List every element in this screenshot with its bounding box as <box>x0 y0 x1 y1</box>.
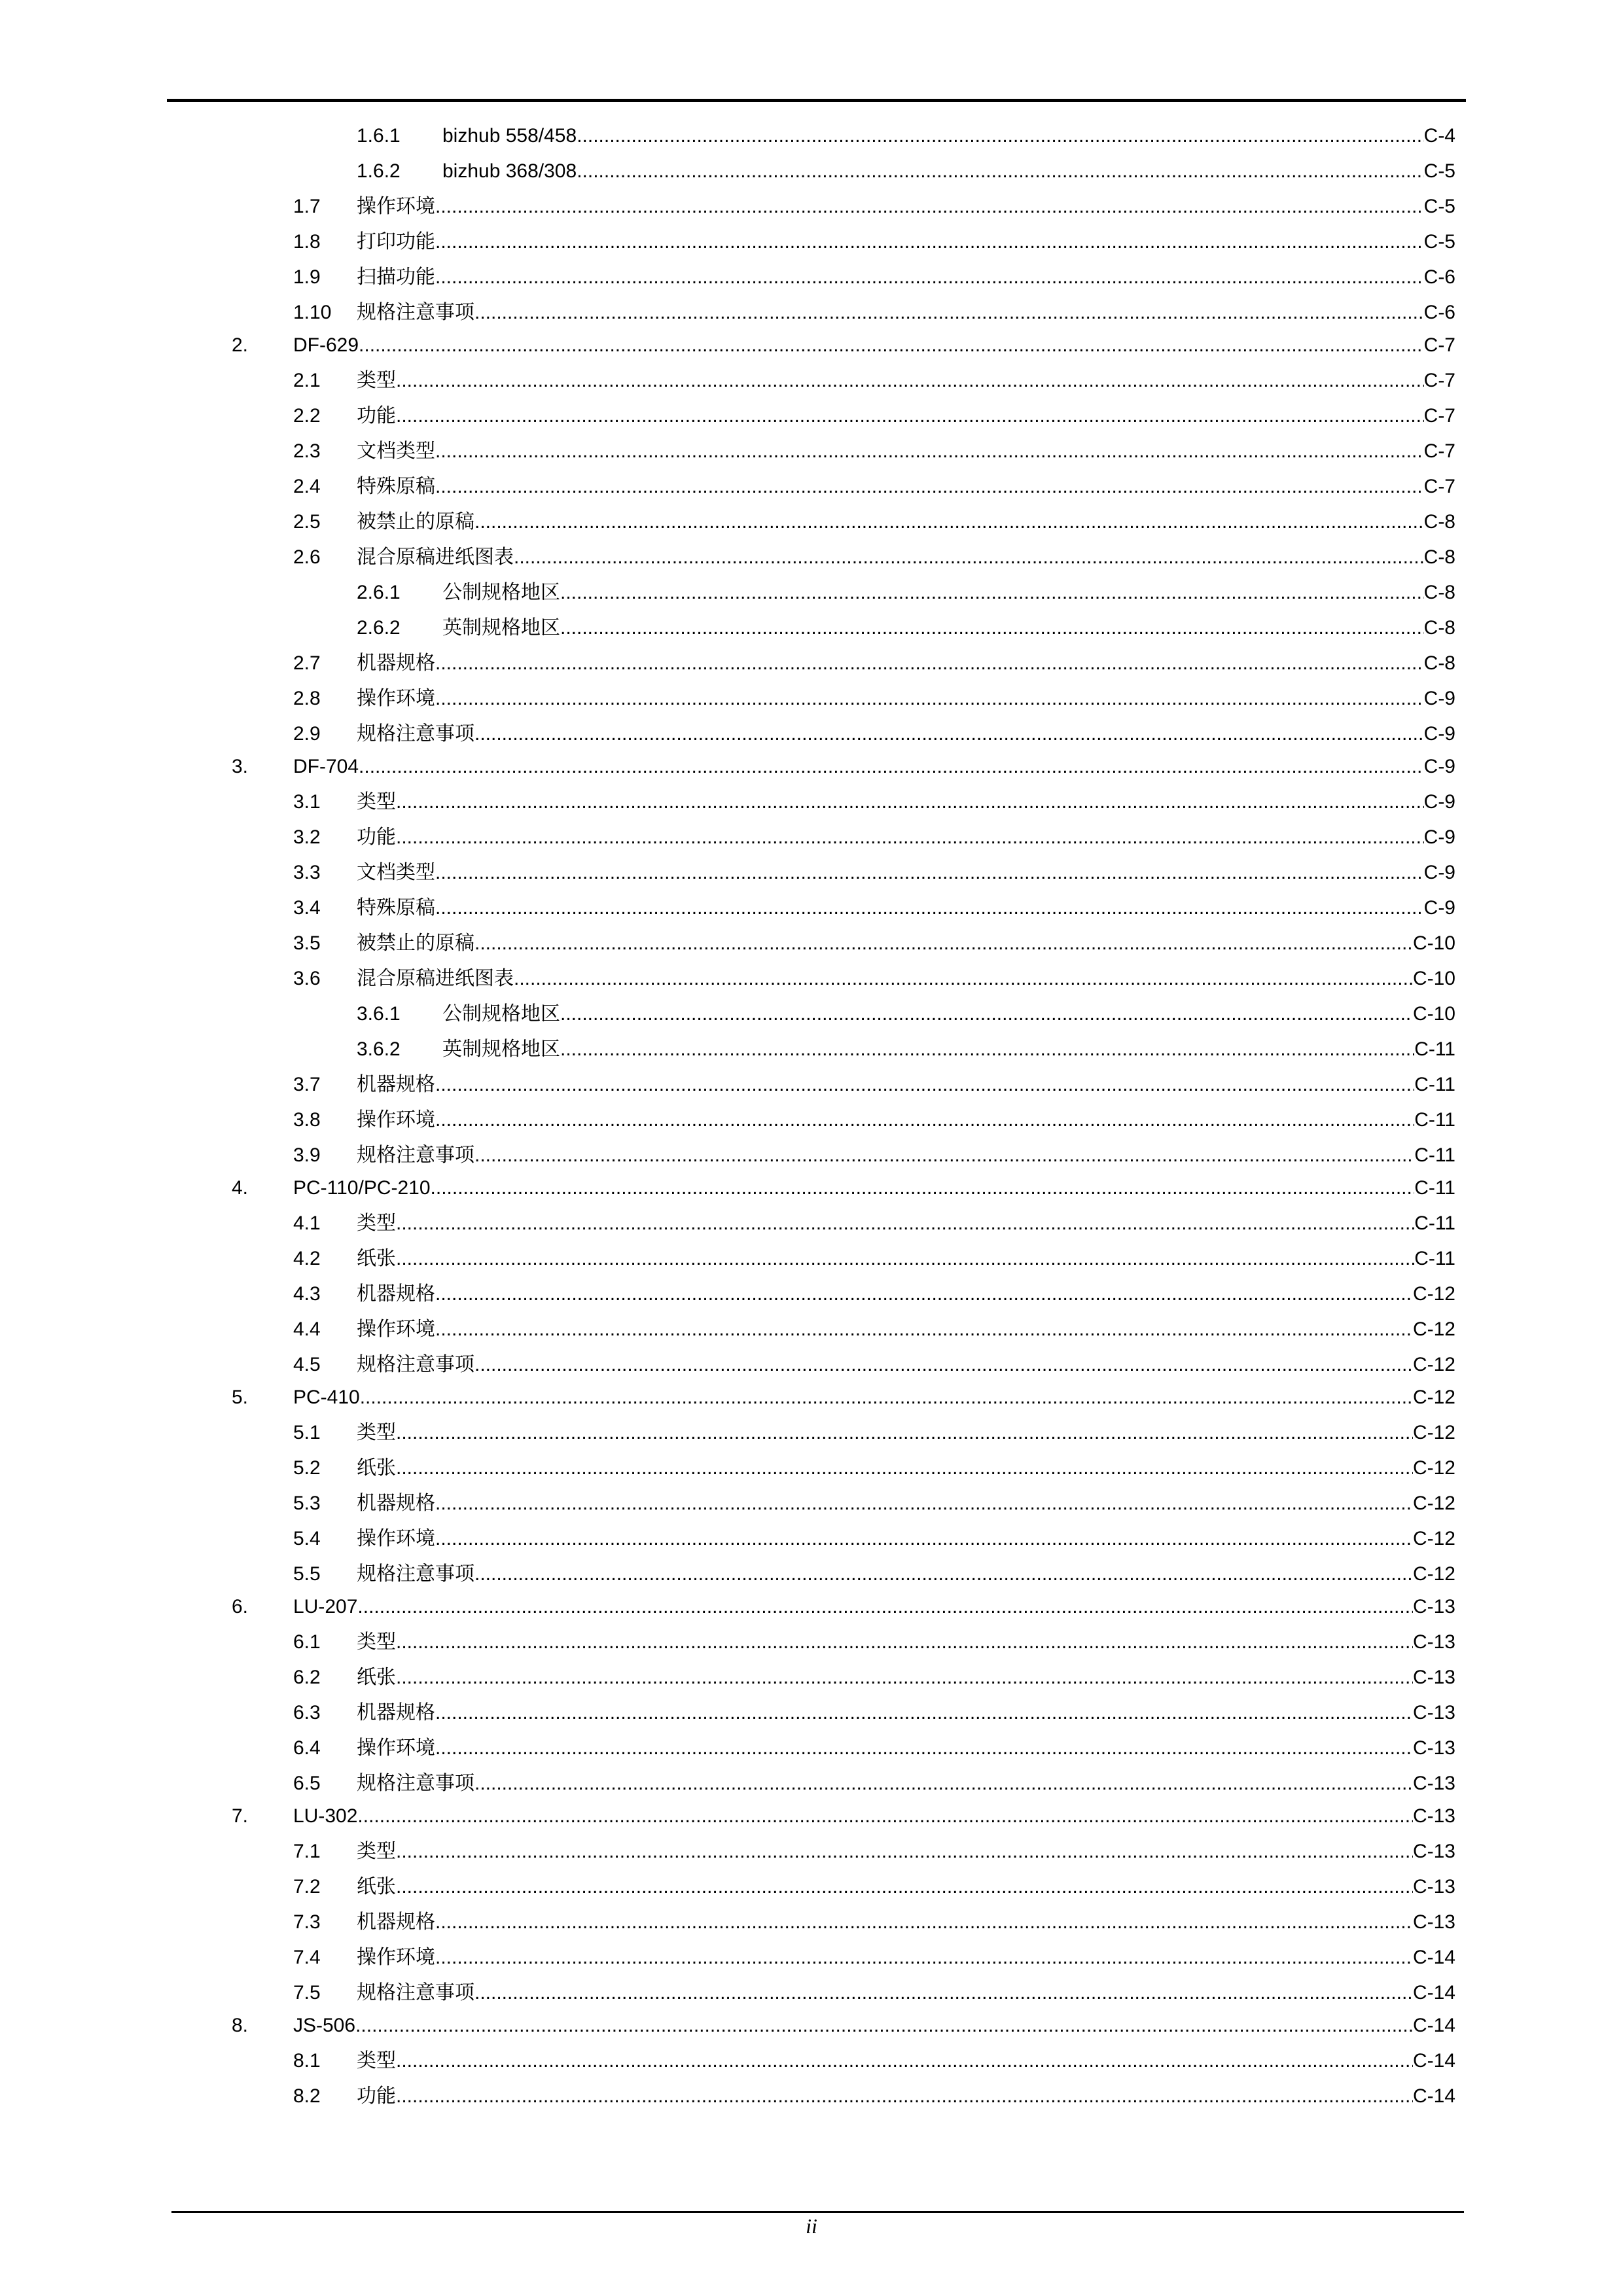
toc-entry-page: C-13 <box>1412 1876 1455 1898</box>
toc-entry[interactable] <box>293 1946 1455 1969</box>
toc-entry[interactable] <box>357 1038 1455 1061</box>
toc-dot-leader <box>431 1176 1415 1200</box>
toc-entry[interactable] <box>232 1805 1455 1828</box>
toc-entry-page: C-12 <box>1412 1354 1455 1375</box>
toc-entry-number: 3.8 <box>293 1109 321 1131</box>
toc-entry-title: 操作环境 <box>357 1318 435 1340</box>
toc-entry-title: 类型 <box>357 1841 396 1862</box>
toc-entry-number: 2.6.1 <box>357 582 401 603</box>
toc-entry-title: 公制规格地区 <box>442 1003 560 1025</box>
toc-entry-page: C-13 <box>1412 1841 1455 1862</box>
toc-entry-number: 4.4 <box>293 1318 321 1340</box>
toc-entry-page: C-7 <box>1423 476 1455 497</box>
toc-entry-page: C-13 <box>1412 1631 1455 1653</box>
toc-entry-page: C-8 <box>1423 546 1455 568</box>
toc-entry-page: C-13 <box>1412 1773 1455 1794</box>
toc-entry-page: C-8 <box>1423 511 1455 533</box>
toc-entry-title: 纸张 <box>357 1876 396 1898</box>
toc-entry-title: LU-302 <box>293 1805 358 1827</box>
toc-dot-leader <box>435 896 1424 920</box>
toc-dot-leader <box>359 334 1424 357</box>
toc-entry-number: 8.2 <box>293 2085 321 2107</box>
toc-dot-leader <box>435 1737 1413 1760</box>
toc-dot-leader <box>396 1421 1413 1445</box>
toc-entry-title: 扫描功能 <box>357 266 435 288</box>
toc-entry-number: 3.6.2 <box>357 1038 401 1060</box>
toc-dot-leader <box>355 2014 1413 2038</box>
toc-entry[interactable] <box>293 1563 1455 1586</box>
toc-dot-leader <box>357 1595 1413 1619</box>
toc-entry-title: 操作环境 <box>357 688 435 709</box>
toc-entry-page: C-9 <box>1423 723 1455 745</box>
toc-entry-title: 文档类型 <box>357 862 435 883</box>
toc-entry[interactable] <box>357 160 1455 183</box>
page-number: ii <box>806 2214 817 2238</box>
toc-entry-title: PC-110/PC-210 <box>293 1177 431 1199</box>
toc-entry-number: 2.3 <box>293 440 321 462</box>
toc-dot-leader <box>435 1527 1413 1551</box>
toc-entry-title: 规格注意事项 <box>357 302 474 323</box>
toc-entry-page: C-13 <box>1412 1911 1455 1933</box>
toc-entry[interactable] <box>293 1457 1455 1480</box>
toc-entry[interactable] <box>293 1737 1455 1760</box>
toc-entry[interactable] <box>232 1386 1455 1409</box>
toc-dot-leader <box>359 755 1424 779</box>
toc-entry-number: 6.5 <box>293 1773 321 1794</box>
toc-entry[interactable] <box>293 1701 1455 1725</box>
toc-entry[interactable] <box>293 1666 1455 1689</box>
toc-dot-leader <box>435 1108 1414 1132</box>
toc-entry-number: 6.3 <box>293 1702 321 1723</box>
toc-entry-page: C-5 <box>1423 231 1455 253</box>
toc-entry[interactable] <box>293 440 1455 463</box>
toc-entry-title: 文档类型 <box>357 440 435 462</box>
toc-entry-number: 8. <box>232 2015 249 2036</box>
toc-entry-number: 2.6.2 <box>357 617 401 639</box>
toc-entry[interactable] <box>293 475 1455 499</box>
toc-entry-title: JS-506 <box>293 2015 356 2036</box>
toc-entry-number: 3.4 <box>293 897 321 919</box>
toc-dot-leader <box>435 652 1424 675</box>
toc-entry-title: 类型 <box>357 1212 396 1234</box>
toc-dot-leader <box>474 722 1424 746</box>
toc-entry-page: C-9 <box>1423 862 1455 883</box>
toc-dot-leader <box>396 2049 1413 2073</box>
toc-entry-title: 纸张 <box>357 1248 396 1269</box>
toc-entry[interactable] <box>293 1212 1455 1235</box>
toc-entry[interactable] <box>293 301 1455 325</box>
toc-entry-number: 1.10 <box>293 302 332 323</box>
toc-entry-number: 1.6.2 <box>357 160 401 182</box>
toc-dot-leader <box>396 1875 1413 1899</box>
toc-entry-title: 英制规格地区 <box>442 1038 560 1060</box>
toc-entry[interactable] <box>357 124 1455 148</box>
toc-entry-page: C-14 <box>1412 2085 1455 2107</box>
toc-dot-leader <box>396 2085 1413 2108</box>
toc-entry-page: C-12 <box>1412 1528 1455 1549</box>
toc-entry-title: 类型 <box>357 791 396 813</box>
toc-entry-page: C-12 <box>1412 1422 1455 1443</box>
toc-entry-page: C-14 <box>1412 1982 1455 2004</box>
toc-entry-number: 5.4 <box>293 1528 321 1549</box>
toc-entry-title: 机器规格 <box>357 652 435 674</box>
toc-entry-number: 6.2 <box>293 1667 321 1688</box>
toc-entry-page: C-11 <box>1414 1177 1455 1199</box>
toc-dot-leader <box>474 510 1424 534</box>
toc-entry[interactable] <box>293 652 1455 675</box>
toc-entry-number: 7.1 <box>293 1841 321 1862</box>
toc-entry-number: 5.3 <box>293 1492 321 1514</box>
toc-dot-leader <box>435 687 1424 711</box>
toc-entry-page: C-12 <box>1412 1563 1455 1585</box>
toc-entry-number: 1.6.1 <box>357 125 401 147</box>
toc-entry-number: 4.3 <box>293 1283 321 1305</box>
toc-entry[interactable] <box>293 1631 1455 1654</box>
toc-entry-page: C-9 <box>1423 791 1455 813</box>
toc-entry[interactable] <box>293 266 1455 289</box>
toc-entry-title: LU-207 <box>293 1596 358 1617</box>
toc-entry-number: 2.1 <box>293 370 321 391</box>
toc-entry-page: C-11 <box>1414 1038 1455 1060</box>
toc-dot-leader <box>577 124 1423 148</box>
toc-entry-title: bizhub 368/308 <box>442 160 577 182</box>
toc-entry-page: C-8 <box>1423 652 1455 674</box>
toc-entry-page: C-5 <box>1423 196 1455 217</box>
toc-entry-page: C-11 <box>1414 1212 1455 1234</box>
toc-entry-number: 2.6 <box>293 546 321 568</box>
toc-entry-title: 纸张 <box>357 1667 396 1688</box>
toc-entry-page: C-13 <box>1412 1737 1455 1759</box>
toc-entry-title: 特殊原稿 <box>357 897 435 919</box>
toc-entry-page: C-13 <box>1412 1702 1455 1723</box>
toc-entry-number: 3.3 <box>293 862 321 883</box>
toc-entry-title: 类型 <box>357 370 396 391</box>
toc-dot-leader <box>474 932 1413 955</box>
toc-entry-number: 3.5 <box>293 932 321 954</box>
toc-entry-number: 3.2 <box>293 826 321 848</box>
toc-dot-leader <box>396 1666 1413 1689</box>
toc-entry-page: C-14 <box>1412 2015 1455 2036</box>
toc-dot-leader <box>435 1073 1414 1097</box>
toc-entry[interactable] <box>293 1353 1455 1377</box>
toc-dot-leader <box>474 301 1424 325</box>
toc-entry[interactable] <box>293 1421 1455 1445</box>
toc-entry-title: 公制规格地区 <box>442 582 560 603</box>
toc-entry-page: C-11 <box>1414 1144 1455 1166</box>
toc-entry[interactable] <box>293 1840 1455 1863</box>
toc-dot-leader <box>396 826 1424 849</box>
toc-entry-number: 2.9 <box>293 723 321 745</box>
toc-dot-leader <box>435 266 1424 289</box>
toc-entry-title: 被禁止的原稿 <box>357 932 474 954</box>
toc-entry-number: 8.1 <box>293 2050 321 2072</box>
toc-dot-leader <box>435 861 1424 885</box>
toc-entry[interactable] <box>293 1318 1455 1341</box>
toc-dot-leader <box>435 230 1424 254</box>
toc-entry-number: 3.9 <box>293 1144 321 1166</box>
toc-dot-leader <box>474 1353 1413 1377</box>
toc-entry-page: C-5 <box>1423 160 1455 182</box>
toc-dot-leader <box>360 1386 1413 1409</box>
toc-entry[interactable] <box>357 616 1455 640</box>
toc-dot-leader <box>396 1840 1413 1863</box>
toc-entry-title: 操作环境 <box>357 196 435 217</box>
toc-dot-leader <box>357 1805 1413 1828</box>
toc-entry-title: 类型 <box>357 1422 396 1443</box>
toc-dot-leader <box>474 1563 1413 1586</box>
toc-entry-number: 2.4 <box>293 476 321 497</box>
toc-entry[interactable] <box>293 790 1455 814</box>
toc-entry[interactable] <box>357 581 1455 605</box>
toc-entry-number: 3.6 <box>293 968 321 989</box>
toc-entry-page: C-8 <box>1423 617 1455 639</box>
toc-entry-title: 英制规格地区 <box>442 617 560 639</box>
toc-entry-number: 2.8 <box>293 688 321 709</box>
toc-dot-leader <box>435 475 1424 499</box>
toc-entry[interactable] <box>293 1282 1455 1306</box>
toc-entry-page: C-11 <box>1414 1109 1455 1131</box>
toc-entry-page: C-13 <box>1412 1667 1455 1688</box>
toc-entry-title: 规格注意事项 <box>357 1773 474 1794</box>
toc-entry-title: 规格注意事项 <box>357 1354 474 1375</box>
toc-dot-leader <box>560 1002 1413 1026</box>
toc-dot-leader <box>435 1282 1413 1306</box>
toc-entry-page: C-12 <box>1412 1386 1455 1408</box>
toc-entry-number: 4.2 <box>293 1248 321 1269</box>
toc-entry-number: 5.1 <box>293 1422 321 1443</box>
toc-entry-title: 规格注意事项 <box>357 1982 474 2004</box>
toc-dot-leader <box>474 1144 1414 1167</box>
toc-dot-leader <box>435 1911 1413 1934</box>
toc-entry-title: bizhub 558/458 <box>442 125 577 147</box>
toc-entry-number: 1.9 <box>293 266 321 288</box>
toc-entry-title: 纸张 <box>357 1457 396 1479</box>
toc-entry-page: C-10 <box>1412 1003 1455 1025</box>
toc-entry-number: 3.6.1 <box>357 1003 401 1025</box>
toc-entry[interactable] <box>293 1981 1455 2005</box>
toc-entry-title: 功能 <box>357 405 396 427</box>
toc-dot-leader <box>396 790 1424 814</box>
toc-entry-page: C-12 <box>1412 1318 1455 1340</box>
toc-entry[interactable] <box>293 1911 1455 1934</box>
toc-entry-page: C-10 <box>1412 968 1455 989</box>
toc-entry-title: DF-704 <box>293 756 359 777</box>
toc-entry-page: C-9 <box>1423 756 1455 777</box>
toc-entry-page: C-7 <box>1423 334 1455 356</box>
toc-dot-leader <box>435 440 1424 463</box>
toc-entry-title: 混合原稿进纸图表 <box>357 546 514 568</box>
toc-dot-leader <box>396 1247 1414 1271</box>
toc-entry[interactable] <box>357 1002 1455 1026</box>
toc-entry-page: C-6 <box>1423 302 1455 323</box>
toc-entry-title: 混合原稿进纸图表 <box>357 968 514 989</box>
toc-entry-title: 类型 <box>357 2050 396 2072</box>
toc-dot-leader <box>396 369 1424 393</box>
toc-entry[interactable] <box>293 722 1455 746</box>
toc-entry[interactable] <box>293 195 1455 219</box>
toc-entry-title: 操作环境 <box>357 1947 435 1968</box>
toc-entry-number: 5. <box>232 1386 249 1408</box>
toc-entry-page: C-6 <box>1423 266 1455 288</box>
toc-entry[interactable] <box>293 896 1455 920</box>
toc-entry[interactable] <box>232 1176 1455 1200</box>
toc-entry-number: 2.7 <box>293 652 321 674</box>
toc-dot-leader <box>435 1318 1413 1341</box>
toc-entry[interactable] <box>293 1073 1455 1097</box>
toc-entry-page: C-13 <box>1412 1805 1455 1827</box>
toc-entry-page: C-11 <box>1414 1074 1455 1095</box>
toc-entry-page: C-7 <box>1423 440 1455 462</box>
toc-dot-leader <box>396 1631 1413 1654</box>
toc-entry-page: C-8 <box>1423 582 1455 603</box>
toc-entry-title: 功能 <box>357 2085 396 2107</box>
toc-entry-page: C-9 <box>1423 826 1455 848</box>
toc-entry-title: 类型 <box>357 1631 396 1653</box>
toc-dot-leader <box>560 1038 1414 1061</box>
toc-entry-number: 7.3 <box>293 1911 321 1933</box>
toc-entry-number: 4.1 <box>293 1212 321 1234</box>
toc-entry-number: 6. <box>232 1596 249 1617</box>
toc-entry-title: 操作环境 <box>357 1737 435 1759</box>
toc-entry[interactable] <box>293 546 1455 569</box>
toc-entry-title: 操作环境 <box>357 1109 435 1131</box>
toc-entry-title: 特殊原稿 <box>357 476 435 497</box>
toc-entry[interactable] <box>293 510 1455 534</box>
toc-entry[interactable] <box>293 1108 1455 1132</box>
toc-entry[interactable] <box>293 1492 1455 1515</box>
toc-dot-leader <box>396 1457 1413 1480</box>
toc-entry[interactable] <box>232 755 1455 779</box>
toc-entry-number: 6.1 <box>293 1631 321 1653</box>
toc-entry-title: 被禁止的原稿 <box>357 511 474 533</box>
toc-entry-number: 1.7 <box>293 196 321 217</box>
toc-entry-number: 6.4 <box>293 1737 321 1759</box>
toc-entry-number: 3.1 <box>293 791 321 813</box>
toc-entry[interactable] <box>293 1772 1455 1795</box>
toc-entry-page: C-14 <box>1412 2050 1455 2072</box>
toc-entry[interactable] <box>293 932 1455 955</box>
toc-entry[interactable] <box>232 1595 1455 1619</box>
toc-entry[interactable] <box>293 826 1455 849</box>
toc-entry-page: C-7 <box>1423 370 1455 391</box>
toc-entry-number: 3.7 <box>293 1074 321 1095</box>
toc-entry-title: 机器规格 <box>357 1911 435 1933</box>
toc-entry-number: 2.5 <box>293 511 321 533</box>
toc-entry[interactable] <box>293 1144 1455 1167</box>
toc-entry-title: 打印功能 <box>357 231 435 253</box>
toc-dot-leader <box>396 1212 1414 1235</box>
toc-dot-leader <box>435 1701 1413 1725</box>
toc-entry[interactable] <box>293 2085 1455 2108</box>
toc-entry-number: 2. <box>232 334 249 356</box>
toc-dot-leader <box>435 1946 1413 1969</box>
toc-entry[interactable] <box>232 334 1455 357</box>
toc-entry-page: C-10 <box>1412 932 1455 954</box>
toc-entry[interactable] <box>293 687 1455 711</box>
toc-entry-title: 操作环境 <box>357 1528 435 1549</box>
toc-entry-page: C-12 <box>1412 1492 1455 1514</box>
toc-entry-title: PC-410 <box>293 1386 360 1408</box>
toc-entry[interactable] <box>232 2014 1455 2038</box>
toc-entry-page: C-14 <box>1412 1947 1455 1968</box>
toc-entry[interactable] <box>293 2049 1455 2073</box>
toc-entry-page: C-7 <box>1423 405 1455 427</box>
toc-entry-number: 7.5 <box>293 1982 321 2004</box>
toc-entry-title: 机器规格 <box>357 1074 435 1095</box>
toc-entry-title: 机器规格 <box>357 1702 435 1723</box>
toc-dot-leader <box>474 1772 1413 1795</box>
toc-entry-title: 规格注意事项 <box>357 1144 474 1166</box>
toc-entry-title: 规格注意事项 <box>357 723 474 745</box>
toc-dot-leader <box>577 160 1423 183</box>
toc-entry-number: 3. <box>232 756 249 777</box>
toc-entry[interactable] <box>293 861 1455 885</box>
toc-entry-number: 5.5 <box>293 1563 321 1585</box>
toc-entry-page: C-4 <box>1423 125 1455 147</box>
toc-entry-page: C-12 <box>1412 1283 1455 1305</box>
toc-dot-leader <box>396 404 1424 428</box>
toc-entry[interactable] <box>293 404 1455 428</box>
toc-entry-number: 1.8 <box>293 231 321 253</box>
toc-dot-leader <box>514 546 1424 569</box>
toc-entry-title: 机器规格 <box>357 1283 435 1305</box>
toc-entry-title: 机器规格 <box>357 1492 435 1514</box>
toc-dot-leader <box>435 195 1424 219</box>
toc-entry-title: DF-629 <box>293 334 359 356</box>
toc-entry-page: C-12 <box>1412 1457 1455 1479</box>
toc-entry-number: 7.2 <box>293 1876 321 1898</box>
toc-entry[interactable] <box>293 1875 1455 1899</box>
toc-entry-title: 规格注意事项 <box>357 1563 474 1585</box>
toc-entry-title: 功能 <box>357 826 396 848</box>
toc-entry[interactable] <box>293 369 1455 393</box>
toc-entry-number: 7. <box>232 1805 249 1827</box>
toc-entry-number: 7.4 <box>293 1947 321 1968</box>
toc-dot-leader <box>435 1492 1413 1515</box>
toc-entry-number: 4.5 <box>293 1354 321 1375</box>
toc-entry[interactable] <box>293 967 1455 991</box>
toc-dot-leader <box>474 1981 1413 2005</box>
toc-entry-number: 4. <box>232 1177 249 1199</box>
toc-entry[interactable] <box>293 230 1455 254</box>
toc-entry-number: 2.2 <box>293 405 321 427</box>
toc-dot-leader <box>560 616 1424 640</box>
toc-entry[interactable] <box>293 1527 1455 1551</box>
toc-entry-page: C-9 <box>1423 688 1455 709</box>
toc-entry-page: C-13 <box>1412 1596 1455 1617</box>
toc-entry-number: 5.2 <box>293 1457 321 1479</box>
toc-entry-page: C-11 <box>1414 1248 1455 1269</box>
footer-rule <box>171 2211 1464 2213</box>
toc-dot-leader <box>514 967 1413 991</box>
toc-entry[interactable] <box>293 1247 1455 1271</box>
toc-entry-page: C-9 <box>1423 897 1455 919</box>
toc-dot-leader <box>560 581 1424 605</box>
